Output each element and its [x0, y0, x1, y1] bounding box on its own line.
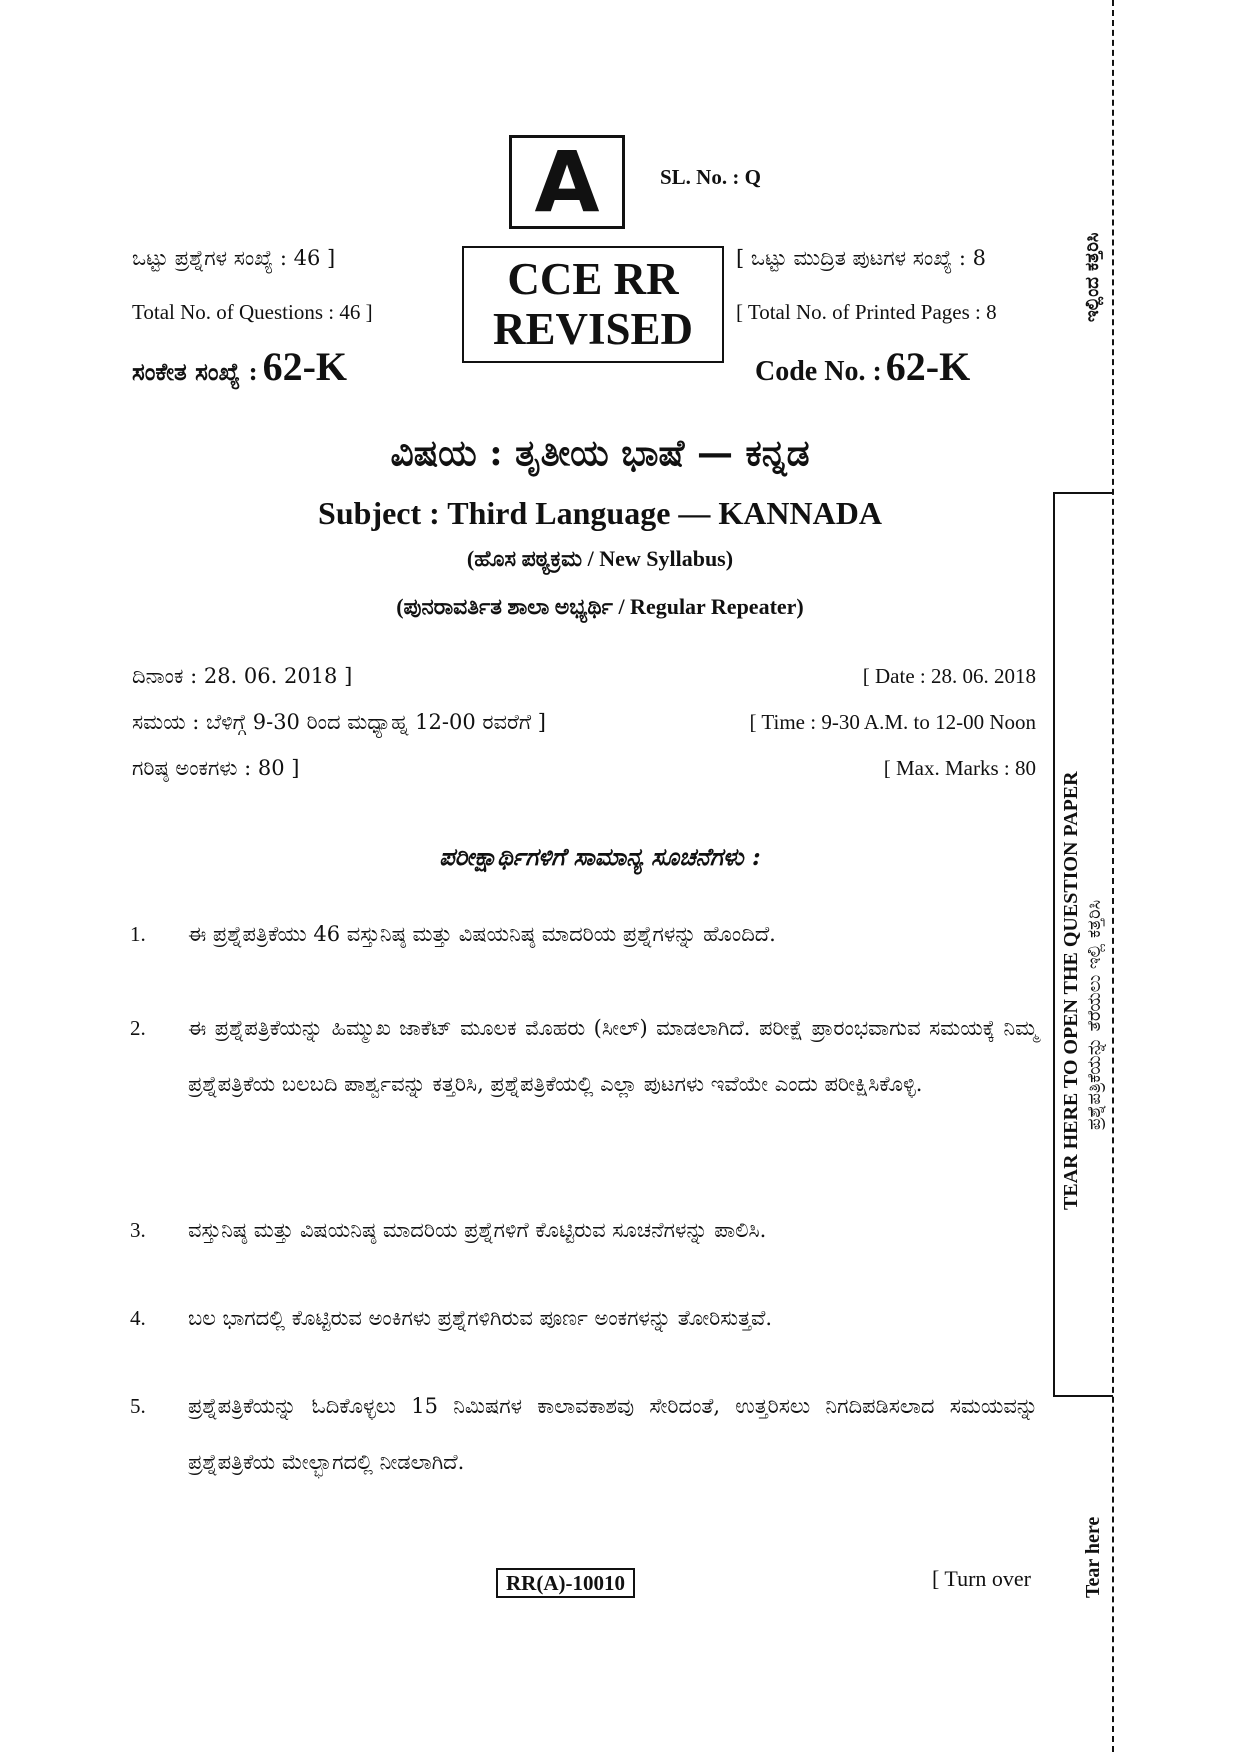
code-number-en: [755, 343, 970, 390]
code-value-en: 62-K: [885, 344, 971, 389]
instruction-text: ಈ ಪ್ರಶ್ನೆಪತ್ರಿಕೆಯನ್ನು ಹಿಮ್ಮುಖ ಜಾಕೆಟ್ ಮೂಲಕ ಮೊಹರು (ಸೀಲ್) ಮಾಡಲಾಗಿದೆ. ಪರೀಕ್ಷೆ ಪ್ರಾರಂಭವಾಗುವ ಸಮಯಕ್ಕೆ ನಿಮ್ಮ ಪ್ರಶ್ನೆಪತ್ರಿಕೆಯ ಬಲಬದಿ ಪಾರ್ಶ್ವವನ್ನು ಕತ್ತರಿಸಿ, ಪ್ರಶ್ನೆಪತ್ರಿಕೆಯಲ್ಲಿ ಎಲ್ಲಾ ಪುಟಗಳು ಇವೆಯೇ ಎಂದು ಪರೀಕ್ಷಿಸಿಕೊಳ್ಳಿ.: [188, 1016, 1038, 1096]
total-pages-en: [ Total No. of Printed Pages : 8: [736, 300, 997, 324]
version-letter: A: [534, 133, 600, 231]
instruction-text: ಈ ಪ್ರಶ್ನೆಪತ್ರಿಕೆಯು 46 ವಸ್ತುನಿಷ್ಠ ಮತ್ತು ವಿಷಯನಿಷ್ಠ ಮಾದರಿಯ ಪ್ರಶ್ನೆಗಳನ್ನು ಹೊಂದಿದೆ.: [188, 922, 776, 946]
instruction-number: 2.: [130, 1016, 146, 1040]
instruction-item: [130, 1000, 1038, 1112]
instruction-number: 4.: [130, 1306, 146, 1330]
instruction-text: ಬಲ ಭಾಗದಲ್ಲಿ ಕೊಟ್ಟಿರುವ ಅಂಕಿಗಳು ಪ್ರಶ್ನೆಗಳಿಗಿರುವ ಪೂರ್ಣ ಅಂಕಗಳನ್ನು ತೋರಿಸುತ್ತವೆ.: [188, 1306, 773, 1330]
cce-rr-label: CCE RR: [507, 254, 679, 304]
cce-rr-revised-box: [462, 246, 724, 363]
syllabus-label: (ಹೊಸ ಪಠ್ಯಕ್ರಮ / New Syllabus): [466, 546, 734, 571]
tear-label-kn-part1: ಪ್ರಶ್ನೆಪತ್ರಿಕೆಯನ್ನು ತೆರೆಯಲು: [1084, 974, 1105, 1130]
instruction-number: 1.: [130, 922, 146, 946]
code-label-en: Code No. :: [755, 356, 882, 387]
instruction-item: [130, 1202, 1038, 1258]
instructions-title: ಪರೀಕ್ಷಾರ್ಥಿಗಳಿಗೆ ಸಾಮಾನ್ಯ ಸೂಚನೆಗಳು :: [439, 842, 761, 871]
instruction-text: ವಸ್ತುನಿಷ್ಠ ಮತ್ತು ವಿಷಯನಿಷ್ಠ ಮಾದರಿಯ ಪ್ರಶ್ನೆಗಳಿಗೆ ಕೊಟ್ಟಿರುವ ಸೂಚನೆಗಳನ್ನು ಪಾಲಿಸಿ.: [188, 1218, 767, 1242]
instruction-item: [130, 1290, 1038, 1346]
date-en: [ Date : 28. 06. 2018: [862, 664, 1036, 688]
subject-title-en: Subject : Third Language — KANNADA: [318, 495, 882, 531]
date-kn: ದಿನಾಂಕ : 28. 06. 2018 ]: [132, 664, 353, 688]
subject-title-kn: ವಿಷಯ : ತೃತೀಯ ಭಾಷೆ — ಕನ್ನಡ: [390, 432, 810, 474]
serial-number: SL. No. : Q: [660, 165, 761, 189]
version-box: [509, 135, 625, 229]
max-marks-kn: ಗರಿಷ್ಠ ಅಂಕಗಳು : 80 ]: [132, 756, 300, 780]
total-pages-kn: [ ಒಟ್ಟು ಮುದ್ರಿತ ಪುಟಗಳ ಸಂಖ್ಯೆ : 8: [736, 246, 987, 270]
tear-label-kn-part2: ಇಲ್ಲಿ ಕತ್ತರಿಸಿ: [1084, 899, 1105, 970]
instruction-text: ಪ್ರಶ್ನೆಪತ್ರಿಕೆಯನ್ನು ಓದಿಕೊಳ್ಳಲು 15 ನಿಮಿಷಗಳ ಕಾಲಾವಕಾಶವು ಸೇರಿದಂತೆ, ಉತ್ತರಿಸಲು ನಿಗದಿಪಡಿಸಲಾದ ಸಮಯವನ್ನು ಪ್ರಶ್ನೆಪತ್ರಿಕೆಯ ಮೇಲ್ಭಾಗದಲ್ಲಿ ನೀಡಲಾಗಿದೆ.: [188, 1394, 1038, 1474]
time-en: [ Time : 9-30 A.M. to 12-00 Noon: [749, 710, 1036, 734]
code-number-kn: [132, 343, 347, 390]
instruction-number: 3.: [130, 1218, 146, 1242]
total-questions-en: Total No. of Questions : 46 ]: [132, 300, 373, 324]
code-label-kn: ಸಂಕೇತ ಸಂಖ್ಯೆ :: [132, 357, 258, 386]
candidate-type-label: (ಪುನರಾವರ್ತಿತ ಶಾಲಾ ಅಭ್ಯರ್ಥಿ / Regular Repeater): [396, 594, 804, 619]
code-value-kn: 62-K: [262, 344, 347, 389]
time-kn: ಸಮಯ : ಬೆಳಿಗ್ಗೆ 9-30 ರಿಂದ ಮಧ್ಯಾಹ್ನ 12-00 ರವರೆಗೆ ]: [132, 710, 546, 734]
tear-label-main-kn: [1084, 900, 1105, 1130]
total-questions-kn: ಒಟ್ಟು ಪ್ರಶ್ನೆಗಳ ಸಂಖ್ಯೆ : 46 ]: [132, 246, 336, 270]
revised-label: REVISED: [492, 304, 694, 354]
tear-label-top-kn: ಇಲ್ಲಿಂದ ಕತ್ತರಿಸಿ: [1082, 232, 1103, 322]
tear-here-label: Tear here: [1082, 1516, 1104, 1598]
instruction-item: [130, 1378, 1038, 1490]
instruction-item: [130, 906, 1038, 962]
turn-over-label: [ Turn over: [932, 1566, 1032, 1591]
tear-label-main-en: TEAR HERE TO OPEN THE QUESTION PAPER: [1060, 771, 1082, 1210]
max-marks-en: [ Max. Marks : 80: [883, 756, 1036, 780]
instruction-number: 5.: [130, 1394, 146, 1418]
paper-code: RR(A)-10010: [496, 1568, 635, 1598]
